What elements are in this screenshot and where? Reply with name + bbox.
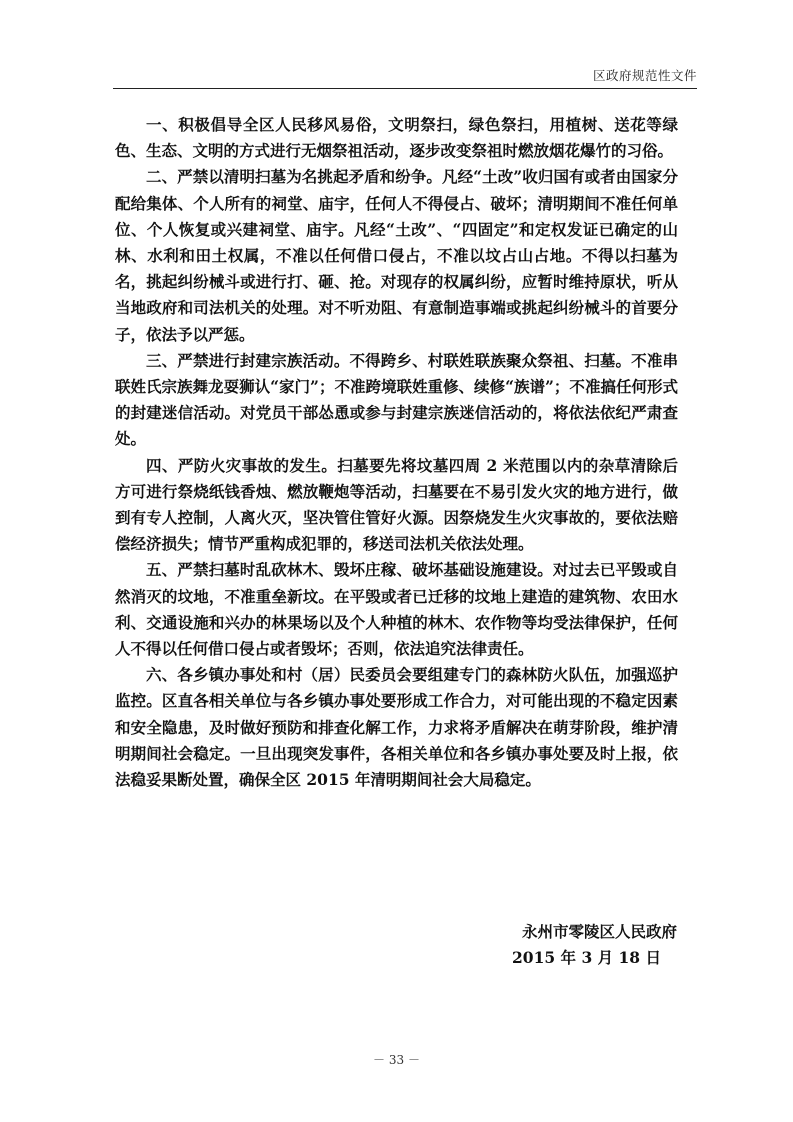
signature-block [512, 919, 677, 971]
header-title: 区政府规范性文件 [592, 68, 697, 83]
page-number: － 33 － [373, 1053, 420, 1067]
document-body [115, 112, 678, 793]
paragraph-6: 六、各乡镇办事处和村（居）民委员会要组建专门的森林防火队伍，加强巡护监控。区直各相关单位与各乡镇办事处要形成工作合力，对可能出现的不稳定因素和安全隐患，及时做好预防和排查化解工作，力求将矛盾解决在萌芽阶段，维护清明期间社会稳定。一旦出现突发事件，各相关单位和各乡镇办事处要及时上报，依法稳妥果断处置，确保全区 2015 年清明期间社会大局稳定。 [115, 665, 678, 790]
paragraph-5: 五、严禁扫墓时乱砍林木、毁坏庄稼、破坏基础设施建设。对过去已平毁或自然消灭的坟地，不准重垒新坟。在平毁或者已迁移的坟地上建造的建筑物、农田水利、交通设施和兴办的林果场以及个人种植的林木、农作物等均受法律保护，任何人不得以任何借口侵占或者毁坏；否则，依法追究法律责任。 [115, 560, 678, 659]
signature-date: 2015 年 3 月 18 日 [512, 948, 661, 967]
paragraph-1: 一、积极倡导全区人民移风易俗，文明祭扫，绿色祭扫，用植树、送花等绿色、生态、文明的方式进行无烟祭祖活动，逐步改变祭祖时燃放烟花爆竹的习俗。 [115, 115, 678, 161]
signature-organization: 永州市零陵区人民政府 [521, 922, 677, 941]
paragraph-2: 二、严禁以清明扫墓为名挑起矛盾和纷争。凡经“土改”收归国有或者由国家分配给集体、个人所有的祠堂、庙宇，任何人不得侵占、破坏；清明期间不准任何单位、个人恢复或兴建祠堂、庙宇。凡经“土改”、“四固定”和定权发证已确定的山林、水利和田土权属，不准以任何借口侵占，不准以坟占山占地。不得以扫墓为名，挑起纠纷械斗或进行打、砸、抢。对现存的权属纠纷，应暂时维持原状，听从当地政府和司法机关的处理。对不听劝阻、有意制造事端或挑起纠纷械斗的首要分子，依法予以严惩。 [115, 167, 678, 344]
running-header [113, 66, 697, 89]
paragraph-4: 四、严防火灾事故的发生。扫墓要先将坟墓四周 2 米范围以内的杂草清除后方可进行祭烧纸钱香烛、燃放鞭炮等活动，扫墓要在不易引发火灾的地方进行，做到有专人控制，人离火灭，坚决管住管好火源。因祭烧发生火灾事故的，要依法赔偿经济损失；情节严重构成犯罪的，移送司法机关依法处理。 [115, 455, 678, 554]
paragraph-3: 三、严禁进行封建宗族活动。不得跨乡、村联姓联族聚众祭祖、扫墓。不准串联姓氏宗族舞龙耍狮认“家门”；不准跨境联姓重修、续修“族谱”；不准搞任何形式的封建迷信活动。对党员干部怂恿或参与封建宗族迷信活动的，将依法依纪严肃查处。 [115, 350, 678, 449]
